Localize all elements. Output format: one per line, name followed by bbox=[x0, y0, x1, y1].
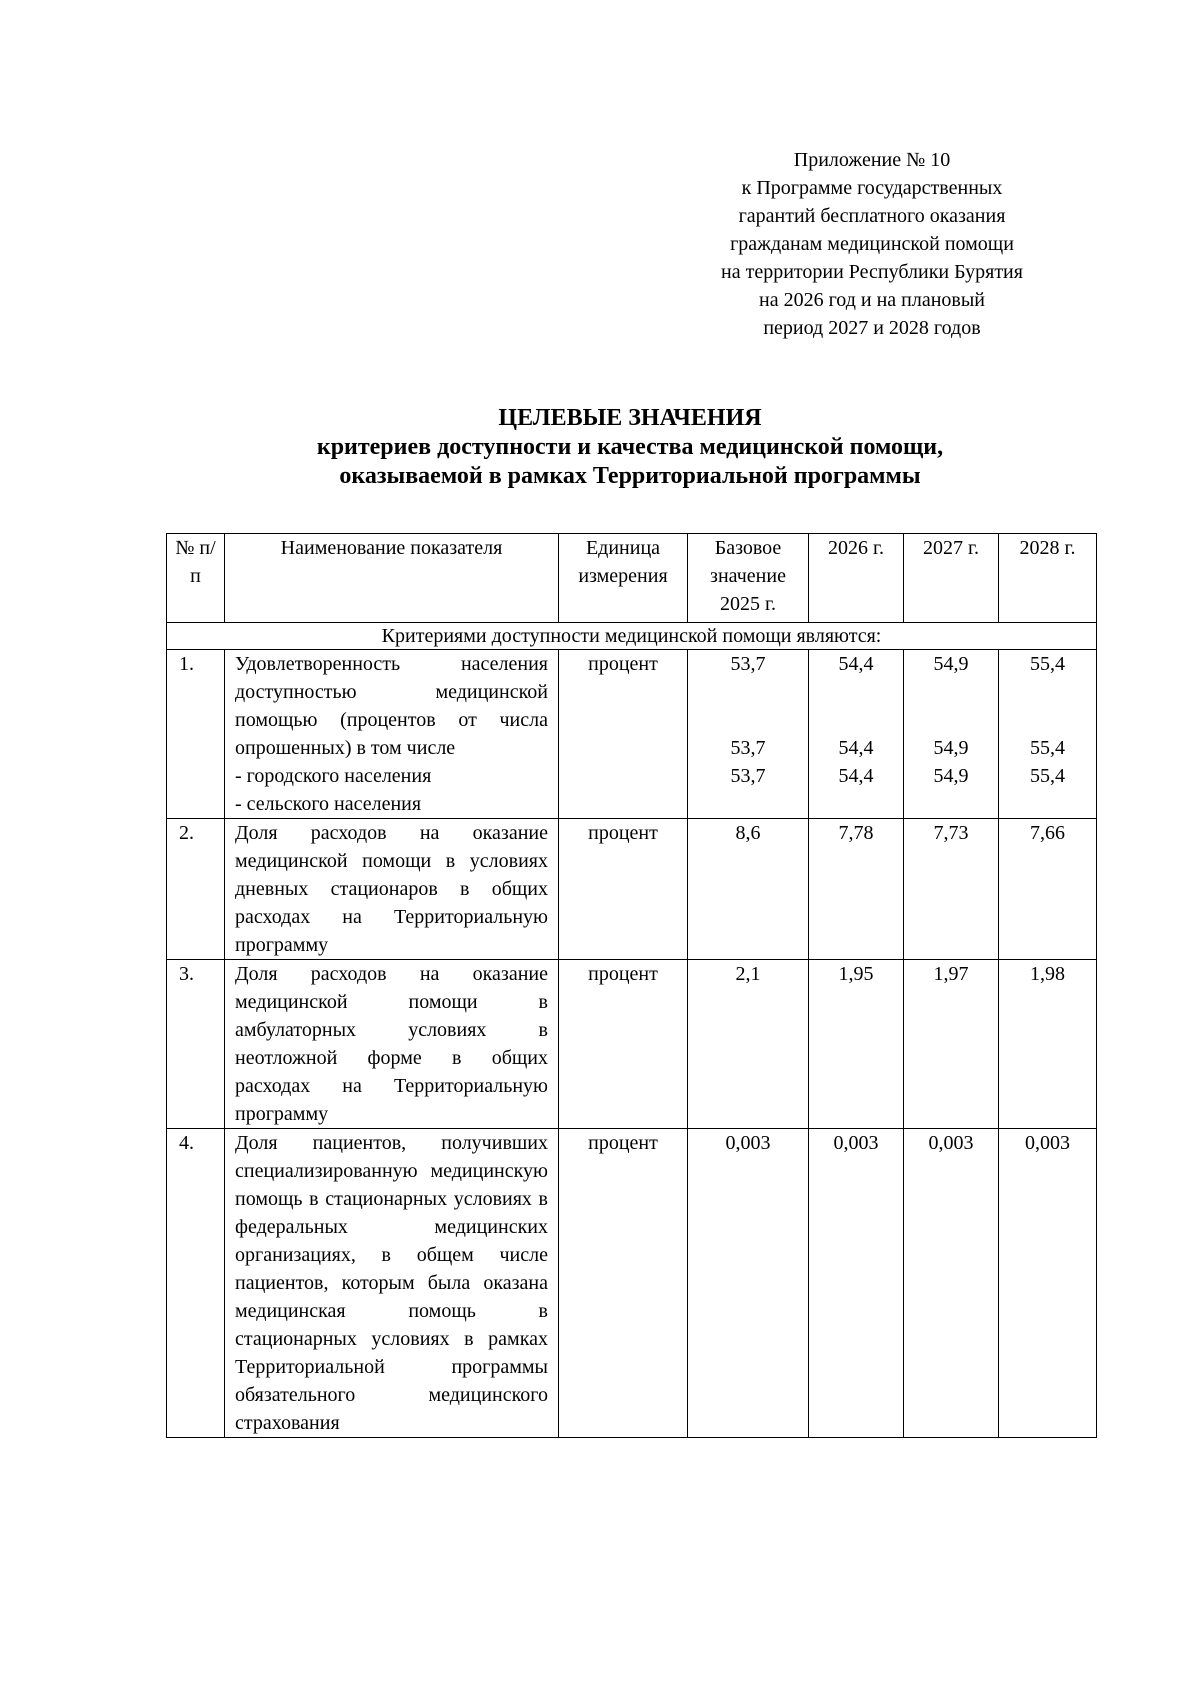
row-base: 0,003 bbox=[688, 1129, 809, 1438]
criteria-table bbox=[166, 533, 1097, 1438]
row-num: 3. bbox=[167, 960, 225, 1129]
value-total: 53,7 bbox=[730, 653, 766, 675]
row-unit: процент bbox=[559, 1129, 688, 1438]
header-2027: 2027 г. bbox=[904, 534, 999, 623]
appendix-note bbox=[692, 146, 1052, 342]
appendix-line: гражданам медицинской помощи bbox=[730, 233, 1014, 255]
row-2026 bbox=[809, 650, 904, 819]
row-2026: 1,95 bbox=[809, 960, 904, 1129]
row-num: 1. bbox=[167, 650, 225, 819]
table-row bbox=[167, 1129, 1097, 1438]
header-2028: 2028 г. bbox=[999, 534, 1097, 623]
value-urban: 55,4 bbox=[1030, 737, 1065, 759]
table-row bbox=[167, 819, 1097, 960]
table-body bbox=[167, 623, 1097, 1438]
title-line-2: критериев доступности и качества медицинской помощи, bbox=[316, 434, 944, 460]
value-urban: 54,4 bbox=[838, 737, 874, 759]
appendix-line: к Программе государственных bbox=[741, 177, 1003, 199]
row-2028: 0,003 bbox=[999, 1129, 1097, 1438]
row-2027: 7,73 bbox=[904, 819, 999, 960]
row-2028 bbox=[999, 650, 1097, 819]
value-rural: 54,9 bbox=[933, 765, 969, 787]
row-2026: 0,003 bbox=[809, 1129, 904, 1438]
value-spacer bbox=[910, 678, 992, 734]
row-base bbox=[688, 650, 809, 819]
value-spacer bbox=[1005, 678, 1090, 734]
header-row bbox=[167, 534, 1097, 623]
row-base: 8,6 bbox=[688, 819, 809, 960]
row-name: Доля пациентов, получивших специализированную медицинскую помощь в стационарных условиях в федеральных медицинских организациях, в общем числе пациентов, которым была оказана медицинская помощь в стационарных условиях в рамках Территориальной программы обязательного медицинского страхования bbox=[225, 1129, 559, 1438]
row-2027: 0,003 bbox=[904, 1129, 999, 1438]
value-total: 54,4 bbox=[838, 653, 874, 675]
title-line-1: ЦЕЛЕВЫЕ ЗНАЧЕНИЯ bbox=[498, 405, 762, 431]
section-heading: Критериями доступности медицинской помощи являются: bbox=[167, 623, 1097, 650]
appendix-line: гарантий бесплатного оказания bbox=[738, 205, 1006, 227]
value-rural: 53,7 bbox=[730, 765, 766, 787]
header-num: № п/п bbox=[167, 534, 225, 623]
row-unit: процент bbox=[559, 650, 688, 819]
header-name: Наименование показателя bbox=[225, 534, 559, 623]
row-2026: 7,78 bbox=[809, 819, 904, 960]
row-subitem-urban: - городского населения bbox=[235, 765, 432, 787]
row-2027 bbox=[904, 650, 999, 819]
row-num: 4. bbox=[167, 1129, 225, 1438]
value-rural: 55,4 bbox=[1030, 765, 1065, 787]
table-header bbox=[167, 534, 1097, 623]
row-subitem-rural: - сельского населения bbox=[235, 793, 422, 815]
row-2027: 1,97 bbox=[904, 960, 999, 1129]
title-line-3: оказываемой в рамках Территориальной программы bbox=[339, 463, 921, 489]
value-urban: 54,9 bbox=[933, 737, 969, 759]
row-unit: процент bbox=[559, 819, 688, 960]
value-total: 55,4 bbox=[1030, 653, 1065, 675]
row-2028: 1,98 bbox=[999, 960, 1097, 1129]
header-2026: 2026 г. bbox=[809, 534, 904, 623]
header-unit: Единица измерения bbox=[559, 534, 688, 623]
appendix-line: на территории Республики Бурятия bbox=[721, 261, 1023, 283]
appendix-line: период 2027 и 2028 годов bbox=[763, 317, 981, 339]
row-name: Доля расходов на оказание медицинской помощи в условиях дневных стационаров в общих расходах на Территориальную программу bbox=[225, 819, 559, 960]
row-2028: 7,66 bbox=[999, 819, 1097, 960]
section-row bbox=[167, 623, 1097, 650]
table-row bbox=[167, 960, 1097, 1129]
value-total: 54,9 bbox=[933, 653, 969, 675]
appendix-line: Приложение № 10 bbox=[793, 149, 951, 171]
row-name: Доля расходов на оказание медицинской помощи в амбулаторных условиях в неотложной форме в общих расходах на Территориальную программу bbox=[225, 960, 559, 1129]
row-num: 2. bbox=[167, 819, 225, 960]
appendix-line: на 2026 год и на плановый bbox=[758, 289, 985, 311]
value-spacer bbox=[694, 678, 802, 734]
value-rural: 54,4 bbox=[838, 765, 874, 787]
row-name-text: Удовлетворенность населения доступностью медицинской помощью (процентов от числа опрошенных) в том числе bbox=[235, 653, 548, 759]
value-spacer bbox=[815, 678, 897, 734]
row-name bbox=[225, 650, 559, 819]
table-row bbox=[167, 650, 1097, 819]
row-base: 2,1 bbox=[688, 960, 809, 1129]
value-urban: 53,7 bbox=[730, 737, 766, 759]
header-base: Базовое значение 2025 г. bbox=[688, 534, 809, 623]
document-title bbox=[160, 404, 1100, 491]
row-unit: процент bbox=[559, 960, 688, 1129]
